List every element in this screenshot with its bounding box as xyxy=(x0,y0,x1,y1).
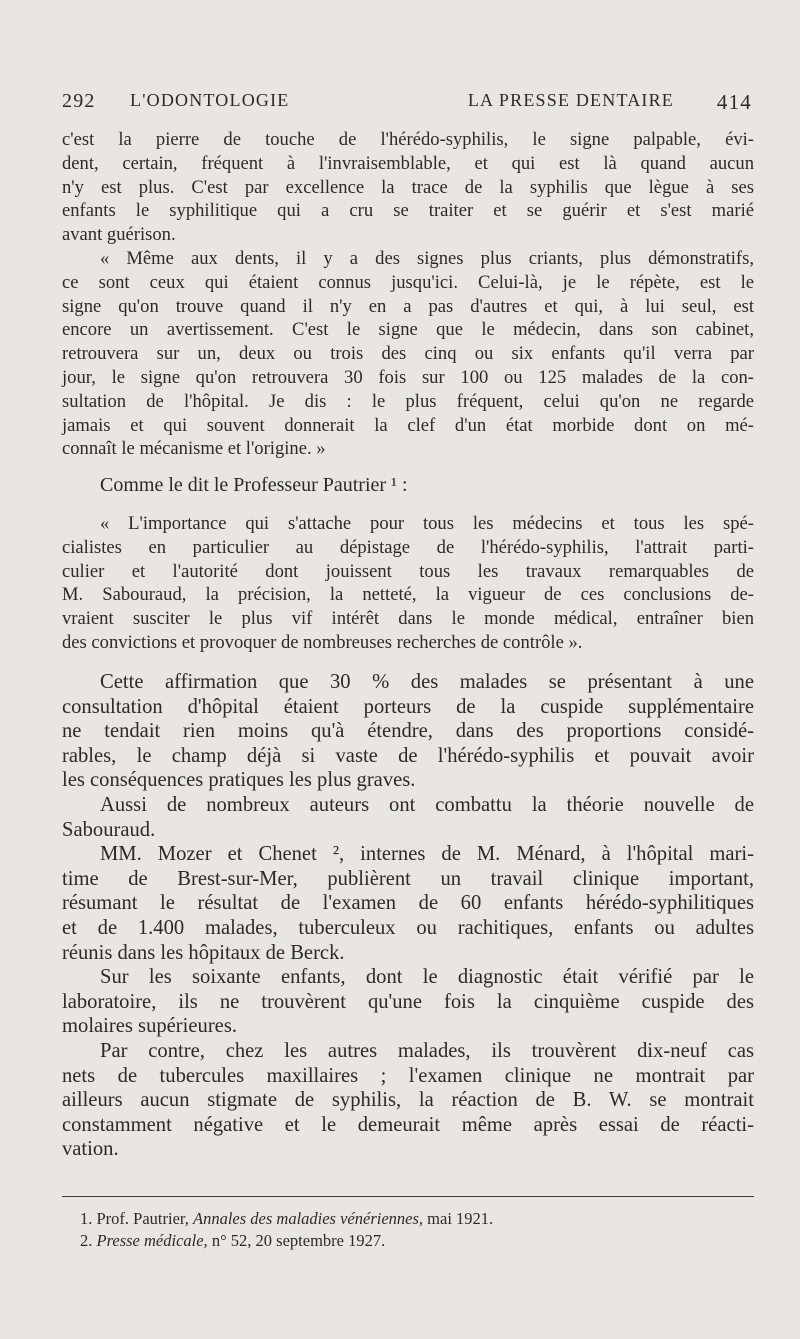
text-line: « Même aux dents, il y a des signes plus criants, plus démonstratifs, xyxy=(100,247,754,269)
text-line: « L'importance qui s'attache pour tous les médecins et tous les spé- xyxy=(100,513,754,534)
text-line: n'y est plus. C'est par excellence la trace de la syphilis que lègue à ses xyxy=(62,176,754,198)
journal-title-right: LA PRESSE DENTAIRE xyxy=(467,90,674,110)
footnote-divider xyxy=(62,1196,754,1197)
text-line: et de 1.400 malades, tuberculeux ou rachitiques, enfants ou adultes xyxy=(62,916,754,939)
text-line: vraient susciter le plus vif intérêt dans le monde médical, entraîner bien xyxy=(62,608,754,630)
footnote-number: 1. xyxy=(80,1209,93,1228)
text-line: Sur les soixante enfants, dont le diagnostic était vérifié par le xyxy=(100,966,754,989)
section-lead-in: Comme le dit le Professeur Pautrier ¹ : xyxy=(100,474,408,496)
text-line: MM. Mozer et Chenet ², internes de M. Ménard, à l'hôpital mari- xyxy=(100,843,754,866)
text-line: vation. xyxy=(62,1138,119,1161)
text-line: c'est la pierre de touche de l'hérédo-syphilis, le signe palpable, évi- xyxy=(62,129,754,150)
text-line: Aussi de nombreux auteurs ont combattu la théorie nouvelle de xyxy=(100,793,754,816)
quotation-continued xyxy=(62,128,754,461)
footnote-journal: Annales des maladies vénériennes, xyxy=(193,1209,424,1228)
text-line: avant guérison. xyxy=(62,224,176,246)
text-line: signe qu'on trouve quand il n'y en a pas d'autres et qui, à lui seul, est xyxy=(62,295,754,317)
journal-title-left: L'ODONTOLOGIE xyxy=(130,90,290,110)
text-line: encore un avertissement. C'est le signe que le médecin, dans son cabinet, xyxy=(62,319,754,341)
footnote-date: mai 1921. xyxy=(427,1209,494,1228)
pautrier-quotation xyxy=(62,512,754,655)
footnote-number: 2. xyxy=(80,1231,93,1250)
text-line: rables, le champ déjà si vaste de l'hérédo-syphilis et pouvait avoir xyxy=(62,744,754,767)
text-line: M. Sabouraud, la précision, la netteté, la vigueur de ces conclusions de- xyxy=(62,584,754,606)
text-line: des convictions et provoquer de nombreuses recherches de contrôle ». xyxy=(62,631,583,653)
text-line: molaires supérieures. xyxy=(62,1015,237,1038)
text-line: retrouvera sur un, deux ou trois des cinq ou six enfants qu'il verra par xyxy=(62,343,754,365)
text-line: Par contre, chez les autres malades, ils trouvèrent dix-neuf cas xyxy=(100,1039,754,1062)
running-header xyxy=(62,90,752,120)
text-line: dent, certain, fréquent à l'invraisemblable, et qui est là quand aucun xyxy=(62,152,754,174)
text-line: jamais et qui souvent donnerait la clef d'un état morbide dont on mé- xyxy=(62,414,754,436)
text-line: nets de tubercules maxillaires ; l'examen clinique ne montrait par xyxy=(62,1064,754,1087)
text-line: laboratoire, ils ne trouvèrent qu'une fois la cinquième cuspide des xyxy=(62,990,754,1013)
text-line: connaît le mécanisme et l'origine. » xyxy=(62,438,326,460)
footnote-author: Prof. Pautrier, xyxy=(96,1209,189,1228)
footnote-journal: Presse médicale, xyxy=(96,1231,208,1250)
text-line: cialistes en particulier au dépistage de l'hérédo-syphilis, l'attrait parti- xyxy=(62,536,754,558)
text-line: sultation de l'hôpital. Je dis : le plus fréquent, celui qu'on ne regarde xyxy=(62,390,754,412)
text-line: jour, le signe qu'on retrouvera 30 fois sur 100 ou 125 malades de la con- xyxy=(62,366,754,388)
text-line: constamment négative et le demeurait même après essai de réacti- xyxy=(62,1113,754,1136)
text-line: ne tendait rien moins qu'à étendre, dans des proportions considé- xyxy=(62,720,754,743)
text-line: consultation d'hôpital étaient porteurs de la cuspide supplémentaire xyxy=(62,695,754,718)
page-number-left: 292 xyxy=(62,90,96,112)
footnote-1 xyxy=(80,1208,493,1230)
text-line: ailleurs aucun stigmate de syphilis, la réaction de B. W. se montrait xyxy=(62,1089,754,1112)
text-line: enfants le syphilitique qui a cru se traiter et se guérir et s'est marié xyxy=(62,200,754,222)
text-line: Sabouraud. xyxy=(62,818,156,841)
footnote-2 xyxy=(80,1230,493,1252)
body-text xyxy=(62,670,754,1162)
footnotes xyxy=(80,1208,493,1252)
page-number-right: 414 xyxy=(716,90,752,114)
text-line: résumant le résultat de l'examen de 60 enfants hérédo-syphilitiques xyxy=(62,892,754,915)
text-line: réunis dans les hôpitaux de Berck. xyxy=(62,941,345,964)
text-line: time de Brest-sur-Mer, publièrent un travail clinique important, xyxy=(62,867,754,890)
footnote-date: n° 52, 20 septembre 1927. xyxy=(211,1231,386,1250)
text-line: culier et l'autorité dont jouissent tous les travaux remarquables de xyxy=(62,560,754,582)
text-line: Cette affirmation que 30 % des malades se présentant à une xyxy=(100,671,754,693)
text-line: ce sont ceux qui étaient connus jusqu'ici. Celui-là, je le répète, est le xyxy=(62,271,754,293)
text-line: les conséquences pratiques les plus graves. xyxy=(62,769,416,792)
